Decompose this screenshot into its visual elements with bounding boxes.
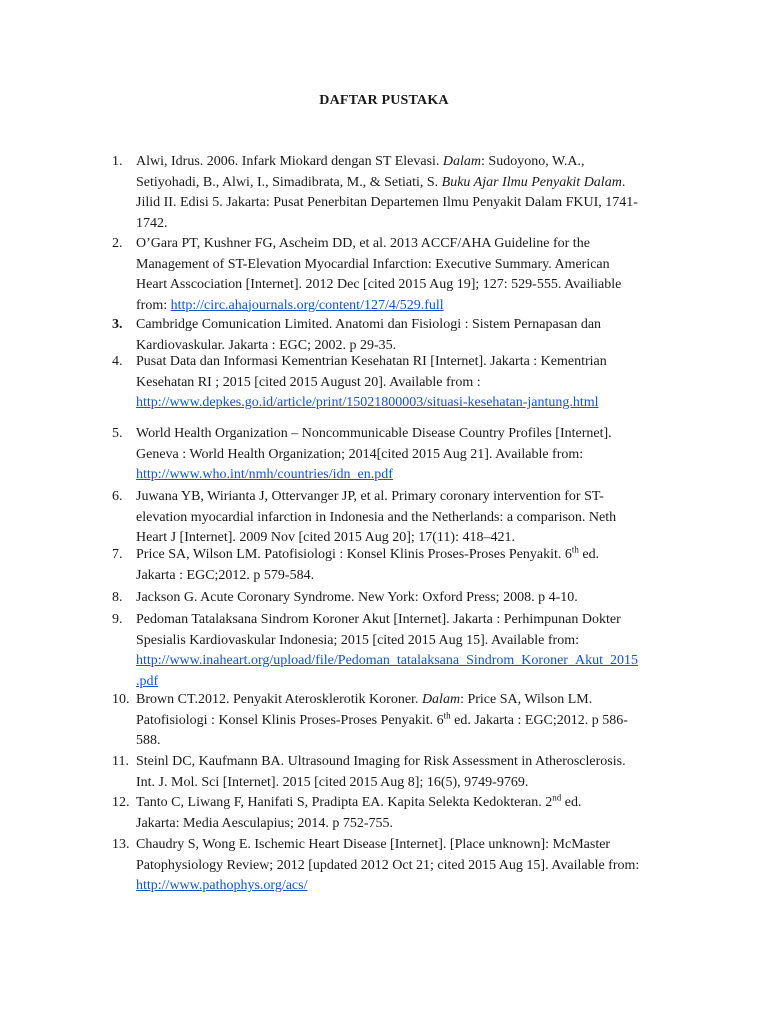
reference-number: 3.: [112, 317, 123, 332]
reference-line: Alwi, Idrus. 2006. Infark Miokard dengan ST Elevasi. Dalam: Sudoyono, W.A.,: [136, 154, 585, 169]
reference-line: Pedoman Tatalaksana Sindrom Koroner Akut [Internet]. Jakarta : Perhimpunan Dokter: [136, 612, 621, 627]
reference-line: Price SA, Wilson LM. Patofisiologi : Konsel Klinis Proses-Proses Penyakit. 6th ed.: [136, 544, 600, 562]
reference-text: [136, 315, 681, 356]
reference-line: Jilid II. Edisi 5. Jakarta: Pusat Penerbitan Departemen Ilmu Penyakit Dalam FKUI, 1741-: [136, 195, 638, 210]
reference-line: [136, 672, 681, 693]
reference-number: 4.: [112, 354, 123, 369]
reference-line: Spesialis Kardiovaskular Indonesia; 2015 [cited 2015 Aug 15]. Available from:: [136, 632, 579, 648]
reference-number: 1.: [112, 154, 123, 169]
reference-line: 588.: [136, 733, 161, 748]
reference-text: [136, 545, 681, 586]
reference-line: Int. J. Mol. Sci [Internet]. 2015 [cited 2015 Aug 8]; 16(5), 9749-9769.: [136, 774, 529, 790]
reference-link[interactable]: http://www.inaheart.org/upload/file/Pedoman_tatalaksana_Sindrom_Koroner_Akut_2015: [136, 653, 638, 668]
reference-number: 13.: [112, 837, 130, 852]
reference-line: from: http://circ.ahajournals.org/content/127/4/529.full: [136, 297, 444, 313]
reference-number: 11.: [112, 754, 129, 769]
reference-line: Heart Asscociation [Internet]. 2012 Dec [cited 2015 Aug 19]; 127: 529-555. Availiable: [136, 277, 622, 292]
reference-number: 6.: [112, 489, 123, 504]
reference-link[interactable]: .pdf: [136, 673, 159, 689]
superscript: th: [443, 709, 451, 720]
reference-number: 7.: [112, 547, 123, 562]
reference-text: [136, 352, 681, 414]
reference-line: 1742.: [136, 215, 168, 231]
reference-line: World Health Organization – Noncommunicable Disease Country Profiles [Internet].: [136, 426, 612, 441]
reference-line: Brown CT.2012. Penyakit Aterosklerotik Koroner. Dalam: Price SA, Wilson LM.: [136, 692, 593, 707]
reference-link[interactable]: http://www.pathophys.org/acs/: [136, 878, 308, 893]
reference-line: Pusat Data dan Informasi Kementrian Kesehatan RI [Internet]. Jakarta : Kementrian: [136, 354, 607, 369]
reference-line: Steinl DC, Kaufmann BA. Ultrasound Imaging for Risk Assessment in Atherosclerosis.: [136, 754, 626, 769]
italic-text: Buku Ajar Ilmu Penyakit Dalam: [441, 174, 622, 190]
reference-text: [136, 793, 681, 834]
italic-text: Dalam: [421, 692, 461, 707]
reference-line: Setiyohadi, B., Alwi, I., Simadibrata, M., & Setiati, S. Buku Ajar Ilmu Penyakit Dalam.: [136, 174, 626, 190]
reference-number: 5.: [112, 426, 123, 441]
reference-text: [136, 752, 681, 793]
reference-line: Chaudry S, Wong E. Ischemic Heart Disease [Internet]. [Place unknown]: McMaster: [136, 837, 611, 852]
reference-line: Jakarta: Media Aesculapius; 2014. p 752-755.: [136, 815, 394, 831]
reference-line: elevation myocardial infarction in Indonesia and the Netherlands: a comparison. Neth: [136, 509, 617, 525]
reference-number: 9.: [112, 612, 123, 627]
reference-number: 8.: [112, 590, 123, 605]
reference-line: Heart J [Internet]. 2009 Nov [cited 2015 Aug 20]; 17(11): 418–421.: [136, 530, 515, 545]
reference-line: Geneva : World Health Organization; 2014[cited 2015 Aug 21]. Available from:: [136, 446, 584, 462]
italic-text: Dalam: [442, 154, 482, 169]
superscript: nd: [552, 792, 562, 803]
reference-text: [136, 487, 681, 549]
reference-link[interactable]: http://circ.ahajournals.org/content/127/4/529.full: [170, 297, 444, 313]
reference-line: Patophysiology Review; 2012 [updated 2012 Oct 21; cited 2015 Aug 15]. Available from:: [136, 857, 640, 873]
reference-line: Kardiovaskular. Jakarta : EGC; 2002. p 29-35.: [136, 337, 397, 353]
reference-line: [136, 651, 681, 672]
reference-link[interactable]: http://www.depkes.go.id/article/print/15021800003/situasi-kesehatan-jantung.html: [136, 395, 599, 410]
reference-text: [136, 835, 681, 897]
reference-line: Patofisiologi : Konsel Klinis Proses-Proses Penyakit. 6th ed. Jakarta : EGC;2012. p 586-: [136, 709, 628, 728]
superscript: th: [571, 544, 579, 555]
reference-text: [136, 690, 681, 752]
reference-line: Jackson G. Acute Coronary Syndrome. New York: Oxford Press; 2008. p 4-10.: [136, 590, 578, 605]
reference-line: Cambridge Comunication Limited. Anatomi dan Fisiologi : Sistem Pernapasan dan: [136, 317, 602, 332]
reference-line: [136, 393, 681, 414]
reference-line: [136, 465, 681, 486]
reference-line: O’Gara PT, Kushner FG, Ascheim DD, et al. 2013 ACCF/AHA Guideline for the: [136, 236, 590, 251]
reference-line: Juwana YB, Wirianta J, Ottervanger JP, et al. Primary coronary intervention for ST-: [136, 489, 604, 504]
reference-text: [136, 234, 681, 316]
reference-line: Management of ST-Elevation Myocardial Infarction: Executive Summary. American: [136, 256, 610, 272]
reference-text: [136, 424, 681, 486]
reference-text: [136, 588, 681, 609]
page-title: DAFTAR PUSTAKA: [319, 93, 449, 108]
reference-number: 10.: [112, 692, 130, 707]
reference-number: 12.: [112, 795, 130, 810]
reference-number: 2.: [112, 236, 123, 251]
reference-text: [136, 610, 681, 692]
reference-text: [136, 152, 681, 234]
reference-line: Jakarta : EGC;2012. p 579-584.: [136, 567, 315, 583]
reference-line: Tanto C, Liwang F, Hanifati S, Pradipta EA. Kapita Selekta Kedokteran. 2nd ed.: [136, 792, 582, 810]
reference-line: Kesehatan RI ; 2015 [cited 2015 August 20]. Available from :: [136, 374, 481, 390]
reference-line: [136, 876, 681, 897]
reference-link[interactable]: http://www.who.int/nmh/countries/idn_en.pdf: [136, 467, 393, 482]
